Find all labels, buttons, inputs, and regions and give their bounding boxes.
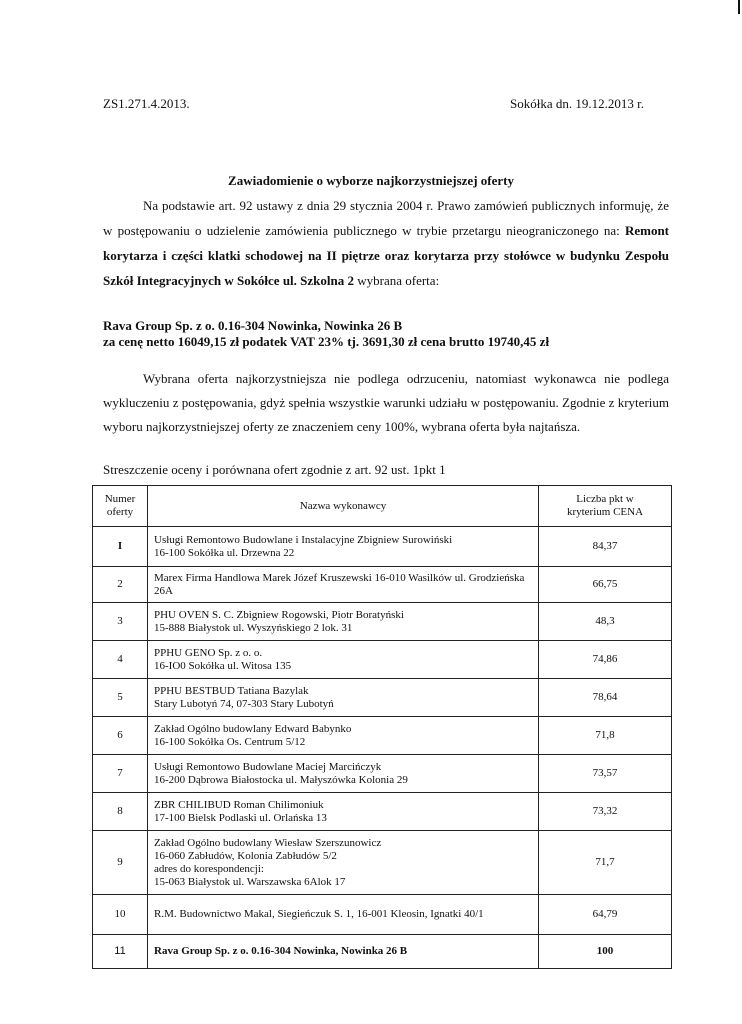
row-contractor: Zakład Ogólno budowlany Edward Babynko 16-100 Sokółka Os. Centrum 5/12: [148, 717, 539, 755]
winner-price: za cenę netto 16049,15 zł podatek VAT 23% tj. 3691,30 zł cena brutto 19740,45 zł: [103, 334, 550, 349]
row-contractor: Marex Firma Handlowa Marek Józef Kruszewski 16-010 Wasilków ul. Grodzieńska 26A: [148, 567, 539, 603]
place-and-date: Sokółka dn. 19.12.2013 r.: [510, 96, 644, 111]
justification-text: Wybrana oferta najkorzystniejsza nie podlega odrzuceniu, natomiast wykonawca nie podlega wykluczeniu z postępowania, gdyż spełnia wszystkie warunki udziału w postępowaniu. Zgodnie z kryterium wyboru najkorzystniejszej oferty ze znaczeniem ceny 100%, wybrana oferta była najtańsza.: [103, 371, 669, 434]
table-row: [93, 755, 672, 793]
row-number: 5: [93, 679, 148, 717]
header-number: Numer oferty: [93, 486, 148, 527]
row-contractor: Usługi Remontowo Budowlane Maciej Marcińczyk 16-200 Dąbrowa Białostocka ul. Małyszówka Kolonia 29: [148, 755, 539, 793]
row-score: 71,7: [539, 831, 672, 895]
row-contractor: ZBR CHILIBUD Roman Chilimoniuk 17-100 Bielsk Podlaski ul. Orlańska 13: [148, 793, 539, 831]
table-row: [93, 793, 672, 831]
row-contractor: R.M. Budownictwo Makal, Siegieńczuk S. 1, 16-001 Kleosin, Ignatki 40/1: [148, 895, 539, 935]
document-title: Zawiadomienie o wyborze najkorzystniejszej oferty: [228, 173, 514, 188]
row-number: 6: [93, 717, 148, 755]
row-number: 9: [93, 831, 148, 895]
row-number: 4: [93, 641, 148, 679]
row-score: 74,86: [539, 641, 672, 679]
row-number: 11: [93, 935, 148, 969]
page-edge-mark: [738, 0, 740, 14]
row-contractor: Rava Group Sp. z o. 0.16-304 Nowinka, Nowinka 26 B: [148, 935, 539, 969]
row-number: 2: [93, 567, 148, 603]
row-number: 10: [93, 895, 148, 935]
row-number: 8: [93, 793, 148, 831]
justification-paragraph: [103, 367, 669, 439]
winning-offer: [103, 318, 549, 350]
row-score: 78,64: [539, 679, 672, 717]
row-score: 48,3: [539, 603, 672, 641]
reference-number: ZS1.271.4.2013.: [103, 96, 190, 111]
table-row: [93, 717, 672, 755]
row-score: 71,8: [539, 717, 672, 755]
table-row: [93, 831, 672, 895]
winner-name: Rava Group Sp. z o. 0.16-304 Nowinka, Nowinka 26 B: [103, 318, 403, 333]
summary-line: Streszczenie oceny i porównana ofert zgodnie z art. 92 ust. 1pkt 1: [103, 462, 446, 477]
row-number: 3: [93, 603, 148, 641]
row-contractor: PHU OVEN S. C. Zbigniew Rogowski, Piotr Boratyński 15-888 Białystok ul. Wyszyńskiego 2 lok. 31: [148, 603, 539, 641]
row-score: 84,37: [539, 527, 672, 567]
row-number: I: [93, 527, 148, 567]
row-score: 100: [539, 935, 672, 969]
row-score: 73,32: [539, 793, 672, 831]
intro-text-end: wybrana oferta:: [354, 273, 440, 288]
row-contractor: Zakład Ogólno budowlany Wiesław Szerszunowicz 16-060 Zabłudów, Kolonia Zabłudów 5/2 adres do korespondencji: 15-063 Białystok ul. Warszawska 6Alok 17: [148, 831, 539, 895]
row-contractor: PPHU GENO Sp. z o. o. 16-IO0 Sokółka ul. Witosa 135: [148, 641, 539, 679]
table-row: [93, 641, 672, 679]
table-row: [93, 527, 672, 567]
header-score: Liczba pkt w kryterium CENA: [539, 486, 672, 527]
contract-subject: Remont korytarza i części klatki schodowej na II piętrze oraz korytarza przy stołówce w budynku Zespołu Szkół Integracyjnych w Sokółce ul. Szkolna 2: [103, 223, 669, 288]
row-score: 73,57: [539, 755, 672, 793]
row-number: 7: [93, 755, 148, 793]
header-name: Nazwa wykonawcy: [148, 486, 539, 527]
table-row: [93, 935, 672, 969]
table-header-row: [93, 486, 672, 527]
table-row: [93, 567, 672, 603]
row-score: 66,75: [539, 567, 672, 603]
row-contractor: Usługi Remontowo Budowlane i Instalacyjne Zbigniew Surowiński 16-100 Sokółka ul. Drzewna 22: [148, 527, 539, 567]
intro-text: Na podstawie art. 92 ustawy z dnia 29 stycznia 2004 r. Prawo zamówień publicznych informuję, że w postępowaniu o udzielenie zamówienia publicznego w trybie przetargu nieograniczonego na:: [103, 198, 669, 238]
results-table: [92, 485, 672, 969]
table-row: [93, 679, 672, 717]
table-row: [93, 603, 672, 641]
intro-paragraph: [103, 193, 669, 293]
row-score: 64,79: [539, 895, 672, 935]
row-contractor: PPHU BESTBUD Tatiana Bazylak Stary Lubotyń 74, 07-303 Stary Lubotyń: [148, 679, 539, 717]
table-row: [93, 895, 672, 935]
